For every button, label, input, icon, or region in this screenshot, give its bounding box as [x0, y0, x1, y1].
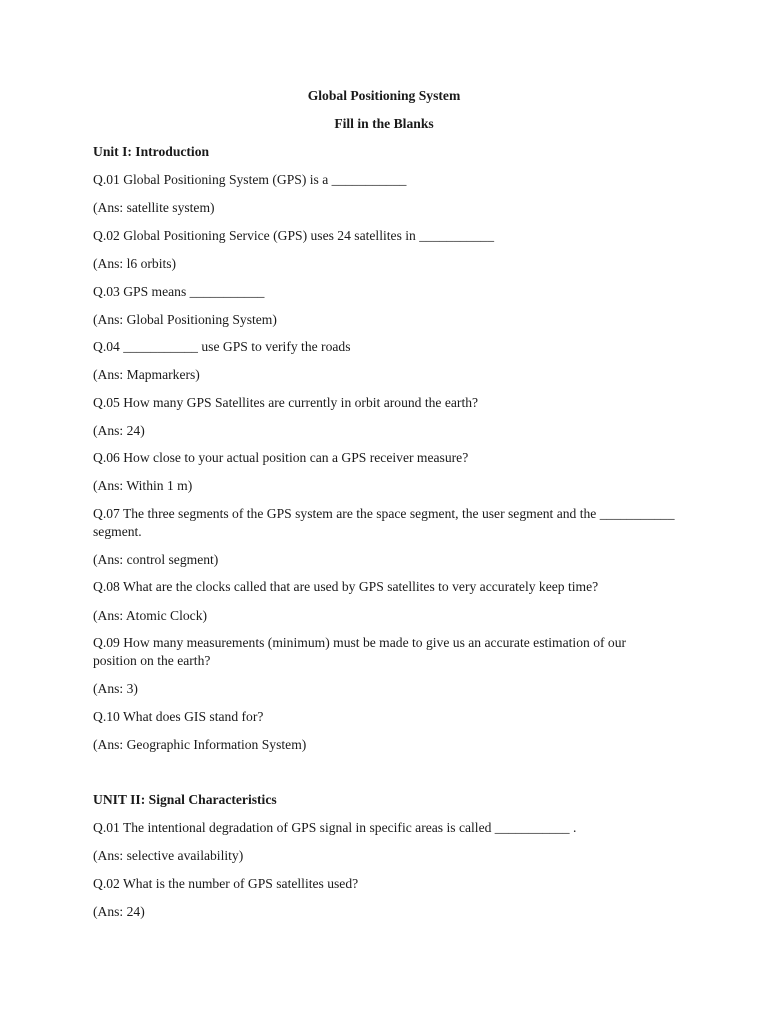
question-1-02: Q.02 Global Positioning Service (GPS) uses 24 satellites in ___________: [93, 228, 494, 243]
answer-1-06: (Ans: Within 1 m): [93, 478, 193, 493]
question-1-05: Q.05 How many GPS Satellites are currently in orbit around the earth?: [93, 395, 479, 410]
answer-1-02: (Ans: l6 orbits): [93, 256, 177, 271]
answer-2-02: (Ans: 24): [93, 904, 145, 919]
answer-1-07: (Ans: control segment): [93, 552, 219, 567]
question-1-03: Q.03 GPS means ___________: [93, 284, 265, 299]
answer-1-01: (Ans: satellite system): [93, 200, 215, 215]
answer-1-04: (Ans: Mapmarkers): [93, 367, 200, 382]
answer-1-10: (Ans: Geographic Information System): [93, 737, 307, 752]
document-subtitle: Fill in the Blanks: [334, 116, 434, 131]
document-title: Global Positioning System: [307, 88, 461, 103]
unit-2-heading: UNIT II: Signal Characteristics: [93, 792, 277, 807]
answer-1-09: (Ans: 3): [93, 681, 138, 696]
answer-2-01: (Ans: selective availability): [93, 848, 244, 863]
question-1-08: Q.08 What are the clocks called that are used by GPS satellites to very accurately keep time?: [93, 579, 599, 594]
question-2-02: Q.02 What is the number of GPS satellites used?: [93, 876, 359, 891]
question-1-01: Q.01 Global Positioning System (GPS) is a ___________: [93, 172, 407, 187]
question-2-01: Q.01 The intentional degradation of GPS signal in specific areas is called ___________ .: [93, 820, 577, 835]
question-1-04: Q.04 ___________ use GPS to verify the roads: [93, 339, 351, 354]
unit-1-heading: Unit I: Introduction: [93, 144, 210, 159]
answer-1-05: (Ans: 24): [93, 423, 145, 438]
question-1-09: Q.09 How many measurements (minimum) must be made to give us an accurate estimation of our position on the earth?: [93, 635, 627, 668]
question-1-06: Q.06 How close to your actual position can a GPS receiver measure?: [93, 450, 469, 465]
question-1-07: Q.07 The three segments of the GPS system are the space segment, the user segment and the ___________ segment.: [93, 506, 675, 539]
question-1-10: Q.10 What does GIS stand for?: [93, 709, 264, 724]
answer-1-08: (Ans: Atomic Clock): [93, 608, 208, 623]
answer-1-03: (Ans: Global Positioning System): [93, 312, 277, 327]
